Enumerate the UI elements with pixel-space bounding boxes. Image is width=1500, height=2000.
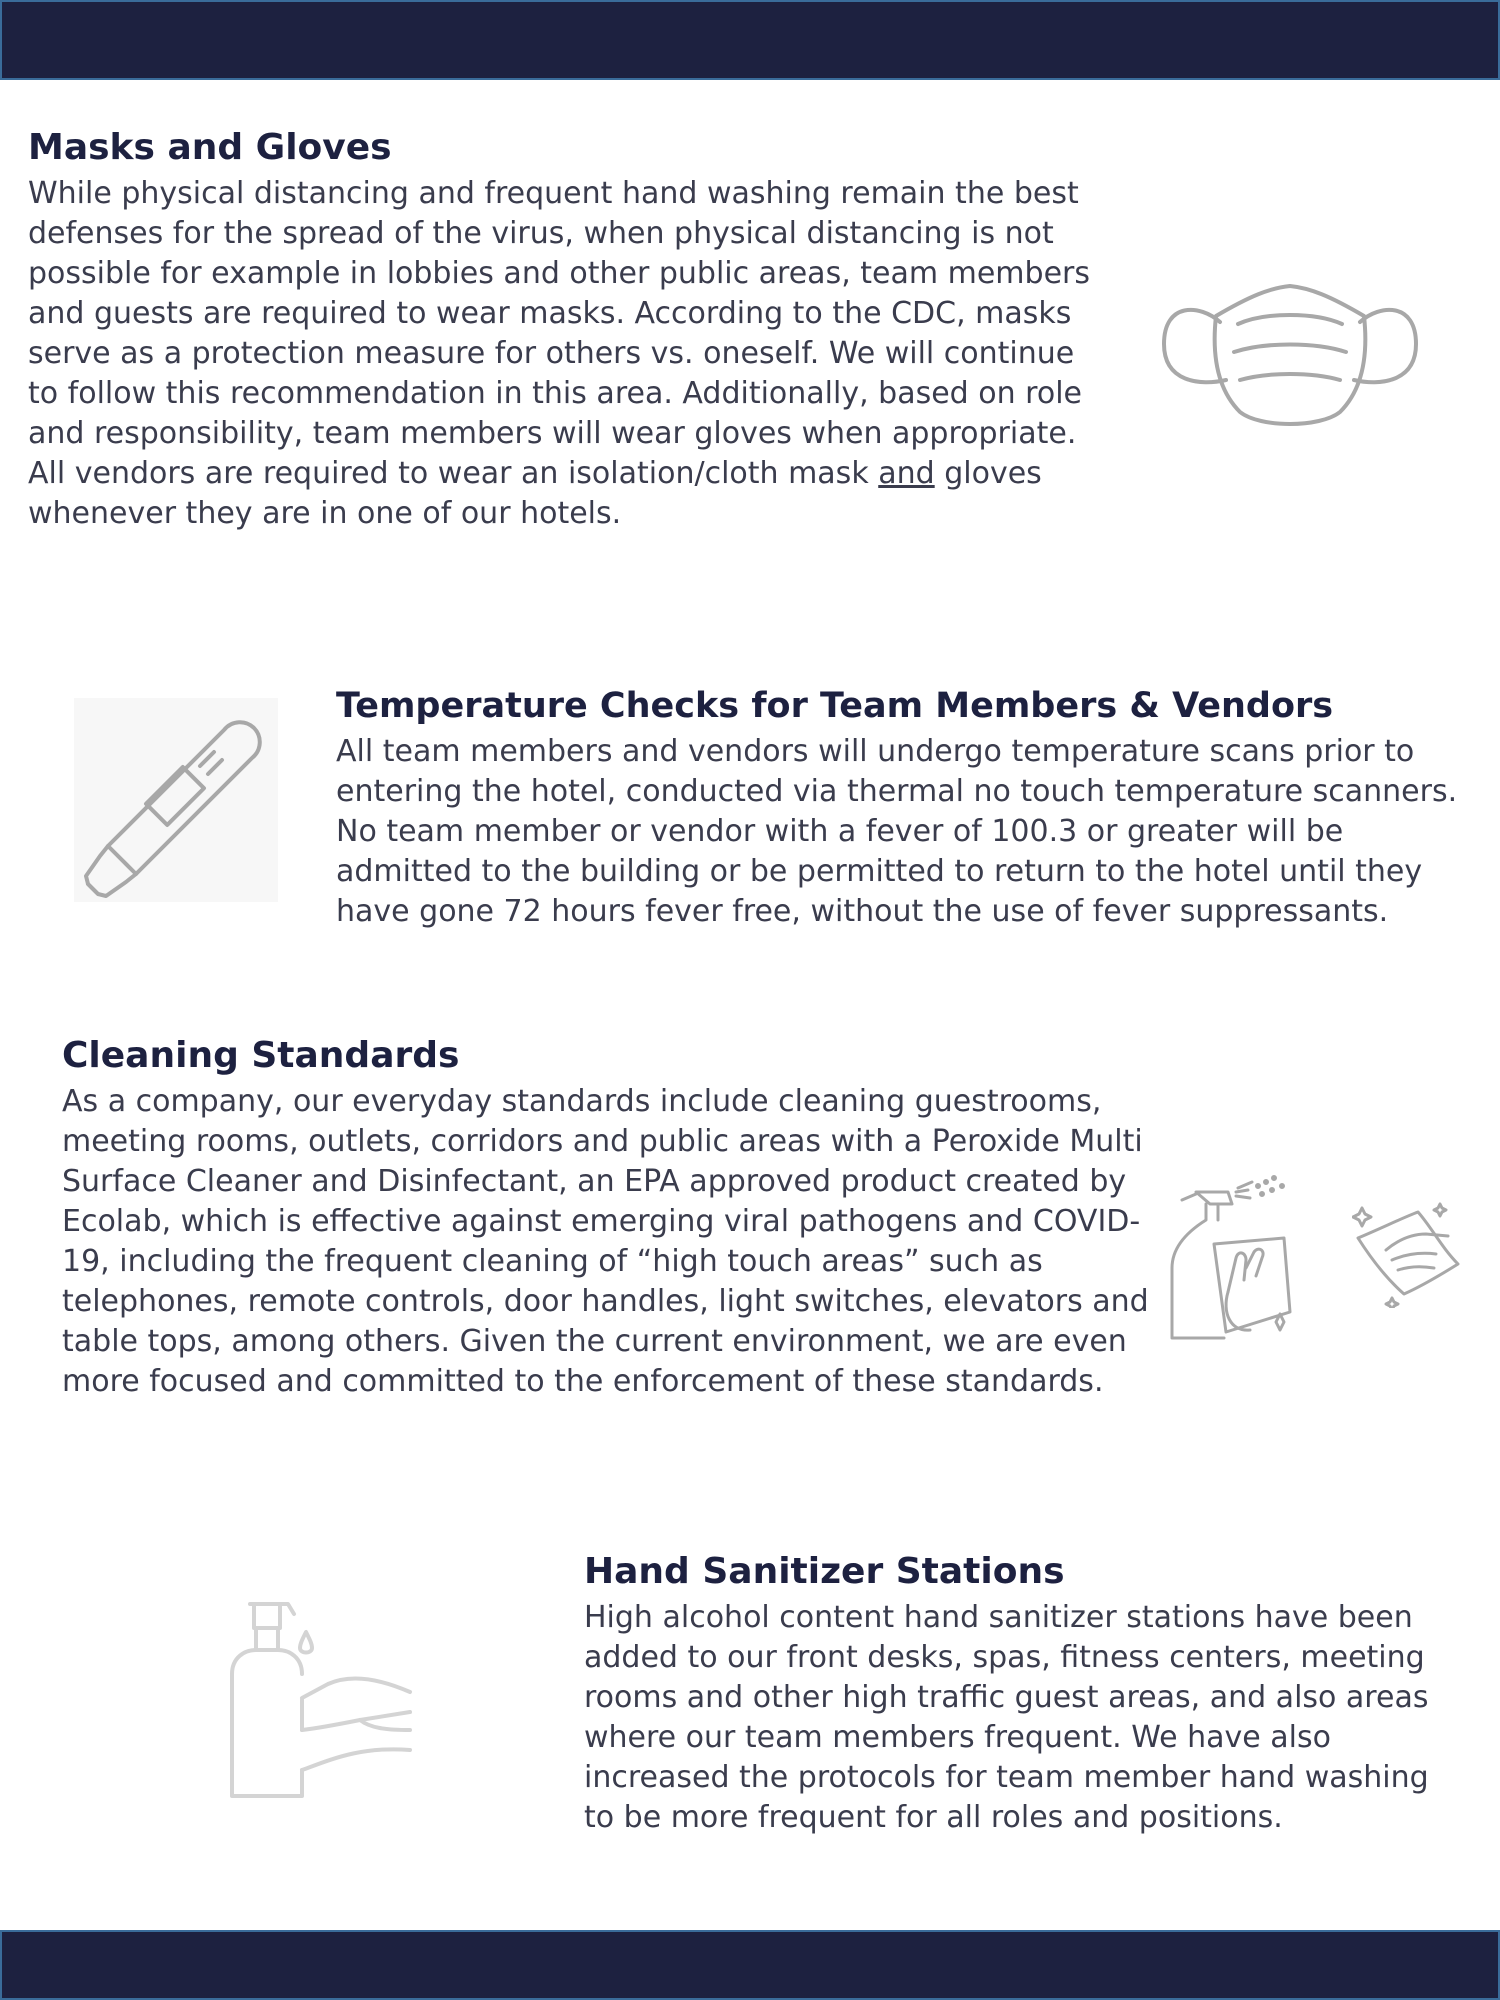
wiping-hand-icon xyxy=(1352,1198,1462,1308)
underlined-word: and xyxy=(878,456,935,491)
section-body: High alcohol content hand sanitizer stations have been added to our front desks, spas, fitness centers, meeting rooms and other high traffic guest areas, and also areas where our team members frequent. We have also increased the protocols for team member hand washing to be more frequent for all roles and positions. xyxy=(584,1600,1429,1835)
top-banner xyxy=(0,0,1500,80)
cleaning-standards-section xyxy=(62,1034,1152,1402)
section-body: As a company, our everyday standards include cleaning guestrooms, meeting rooms, outlets, corridors and public areas with a Peroxide Multi Surface Cleaner and Disinfectant, an EPA approved product created by Ecolab, which is effective against emerging viral pathogens and COVID-19, including the frequent cleaning of “high touch areas” such as telephones, remote controls, door handles, light switches, elevators and table tops, among others. Given the current environment, we are even more focused and committed to the enforcement of these standards. xyxy=(62,1084,1149,1399)
hand-sanitizer-section xyxy=(584,1550,1464,1838)
body-text-end: gloves whenever they are in one of our hotels. xyxy=(28,456,1042,531)
face-mask-icon xyxy=(1160,282,1420,432)
hand-sanitizer-icon xyxy=(210,1600,420,1800)
temperature-checks-section xyxy=(336,684,1460,932)
spray-bottle-icon xyxy=(1166,1172,1296,1342)
section-title: Hand Sanitizer Stations xyxy=(584,1551,1065,1592)
section-body xyxy=(28,174,1108,534)
body-text: While physical distancing and frequent hand washing remain the best defenses for the spread of the virus, when physical distancing is not possible for example in lobbies and other public areas, team members and guests are required to wear masks. According to the CDC, masks serve as a protection measure for others vs. oneself. We will continue to follow this recommendation in this area. Additionally, based on role and responsibility, team members will wear gloves when appropriate. All vendors are required to wear an isolation/cloth mask xyxy=(28,176,1090,491)
section-body: All team members and vendors will undergo temperature scans prior to entering the hotel, conducted via thermal no touch temperature scanners. No team member or vendor with a fever of 100.3 or greater will be admitted to the building or be permitted to return to the hotel until they have gone 72 hours fever free, without the use of fever suppressants. xyxy=(336,734,1458,929)
section-title: Masks and Gloves xyxy=(28,127,392,168)
bottom-banner xyxy=(0,1930,1500,2000)
section-title: Cleaning Standards xyxy=(62,1035,460,1076)
section-title: Temperature Checks for Team Members & Vendors xyxy=(336,686,1334,726)
thermometer-icon xyxy=(74,698,278,902)
masks-and-gloves-section xyxy=(28,126,1108,534)
